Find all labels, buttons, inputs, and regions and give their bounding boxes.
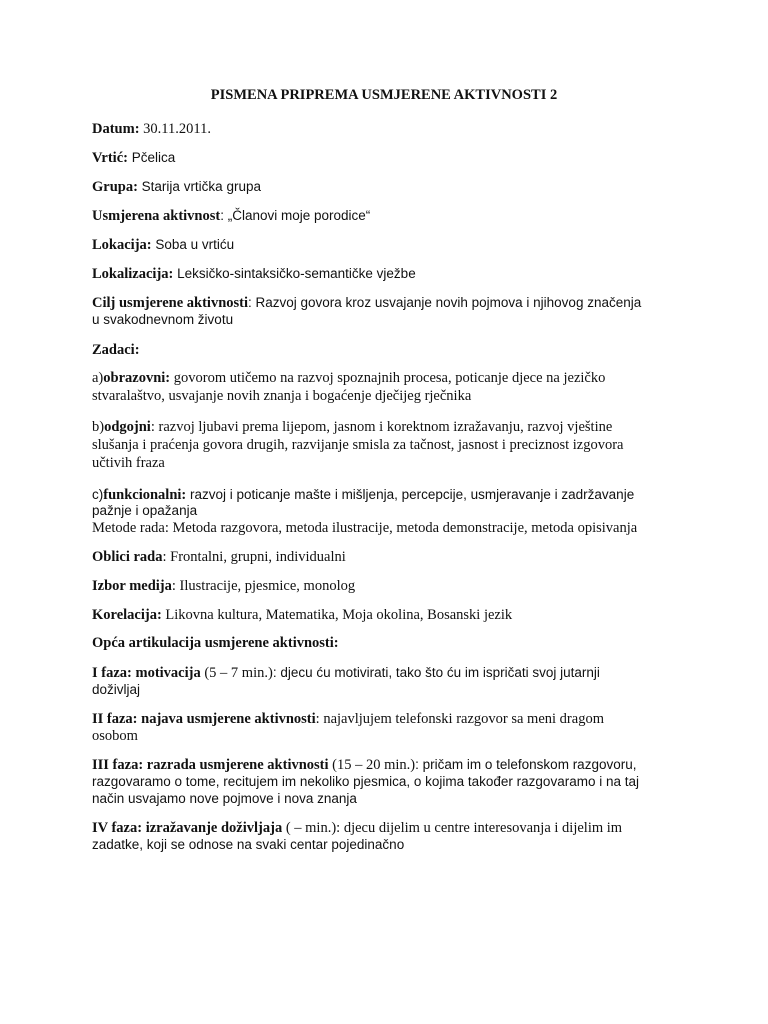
faza1-row [92,664,688,682]
faza3-row-3 [92,790,688,808]
funkcionalni-row-2 [92,502,688,520]
lokacija-row [92,236,688,254]
izbor-row [92,577,688,595]
faza1-row-2 [92,681,688,699]
faza4-label: IV faza: izražavanje doživljaja [92,820,283,836]
usmjerena-row [92,207,688,225]
odgojni-row-3 [92,454,688,472]
usmjerena-label: Usmjerena aktivnost [92,208,221,224]
datum-row [92,120,688,138]
faza4-time: ( – min.) [282,820,337,836]
oblici-label: Oblici rada [92,549,163,565]
faza3-row [92,756,688,774]
lokalizacija-value: Leksičko-sintaksičko-semantičke vježbe [173,266,416,281]
datum-label: Datum: [92,121,140,137]
faza1-time: (5 – 7 min.) [200,665,273,681]
faza3-label: III faza: razrada usmjerene aktivnosti [92,757,329,773]
faza4-row-2 [92,836,688,854]
faza3-line1: : pričam im o telefonskom razgovoru, [415,757,637,772]
artikulacija-heading: Opća artikulacija usmjerene aktivnosti: [92,635,339,651]
oblici-row [92,548,688,566]
faza3-line3: način usvajamo nove pojmove i nova znanja [92,791,357,806]
faza3-line2: razgovaramo o tome, recitujem im nekoliko pjesmica, o kojima također razgovaramo i na taj [92,774,639,789]
obrazovni-label: obrazovni: [103,370,171,386]
grupa-value: Starija vrtička grupa [137,179,261,194]
obrazovni-row-2 [92,387,688,405]
grupa-row [92,178,688,196]
funkcionalni-label: funkcionalni: [103,487,187,503]
grupa-label: Grupa: [92,179,138,195]
faza3-time: (15 – 20 min.) [328,757,416,773]
lokacija-value: Soba u vrtiću [151,237,235,252]
izbor-label: Izbor medija [92,578,172,594]
faza3-row-2 [92,773,688,791]
korelacija-label: Korelacija: [92,607,162,623]
oblici-value: : Frontalni, grupni, individualni [162,549,346,565]
odgojni-row-2 [92,436,688,454]
document-title: PISMENA PRIPREMA USMJERENE AKTIVNOSTI 2 [210,87,558,103]
obrazovni-prefix: a) [92,370,104,386]
odgojni-row [92,418,688,436]
odgojni-line2: slušanja i praćenja govora drugih, razvijanje smisla za tačnost, jasnost i preciznost izgovora [92,437,624,453]
vrtic-label: Vrtić: [92,150,128,166]
faza2-line1: : najavljujem telefonski razgovor sa meni dragom [315,711,604,727]
vrtic-row [92,149,688,167]
korelacija-value: Likovna kultura, Matematika, Moja okolina, Bosanski jezik [161,607,513,623]
faza2-row [92,710,688,728]
cilj-row-2 [92,311,688,329]
faza2-line2: osobom [92,728,138,744]
izbor-value: : Ilustracije, pjesmice, monolog [171,578,356,594]
obrazovni-row [92,369,688,387]
faza4-row [92,819,688,837]
faza4-line1: : djecu dijelim u centre interesovanja i dijelim im [336,820,623,836]
faza1-line1: : djecu ću motivirati, tako što ću im ispričati svoj jutarnji [272,665,600,680]
lokalizacija-row [92,265,688,283]
odgojni-line1: : razvoj ljubavi prema lijepom, jasnom i korektnom izražavanju, razvoj vještine [150,419,613,435]
faza1-line2: doživljaj [92,682,141,697]
faza2-label: II faza: najava usmjerene aktivnosti [92,711,316,727]
zadaci-heading: Zadaci: [92,342,140,358]
odgojni-line3: učtivih fraza [92,455,165,471]
cilj-label: Cilj usmjerene aktivnosti [92,295,249,311]
obrazovni-line2: stvaralaštvo, usvajanje novih znanja i bogaćenje dječijeg rječnika [92,388,472,404]
obrazovni-line1: govorom utičemo na razvoj spoznajnih procesa, poticanje djece na jezičko [170,370,606,386]
odgojni-label: odgojni [104,419,151,435]
usmjerena-value: : „Članovi moje porodice“ [220,208,371,223]
lokacija-label: Lokacija: [92,237,152,253]
lokalizacija-label: Lokalizacija: [92,266,174,282]
funkcionalni-line1: razvoj i poticanje mašte i mišljenja, percepcije, usmjeravanje i zadržavanje [186,487,635,502]
cilj-text-line2: u svakodnevnom životu [92,312,234,327]
faza1-label: I faza: motivacija [92,665,201,681]
cilj-row [92,294,688,312]
metode-row: Metode rada: Metoda razgovora, metoda ilustracije, metoda demonstracije, metoda opisivanja [92,520,638,536]
cilj-text-line1: : Razvoj govora kroz usvajanje novih pojmova i njihovog značenja [248,295,642,310]
faza4-line2: zadatke, koji se odnose na svaki centar pojedinačno [92,837,405,852]
vrtic-value: Pčelica [127,150,176,165]
datum-value: 30.11.2011. [139,121,211,137]
korelacija-row [92,606,688,624]
funkcionalni-line2: pažnje i opažanja [92,503,198,518]
faza2-row-2 [92,727,688,745]
odgojni-prefix: b) [92,419,105,435]
funkcionalni-prefix: c) [92,487,104,502]
